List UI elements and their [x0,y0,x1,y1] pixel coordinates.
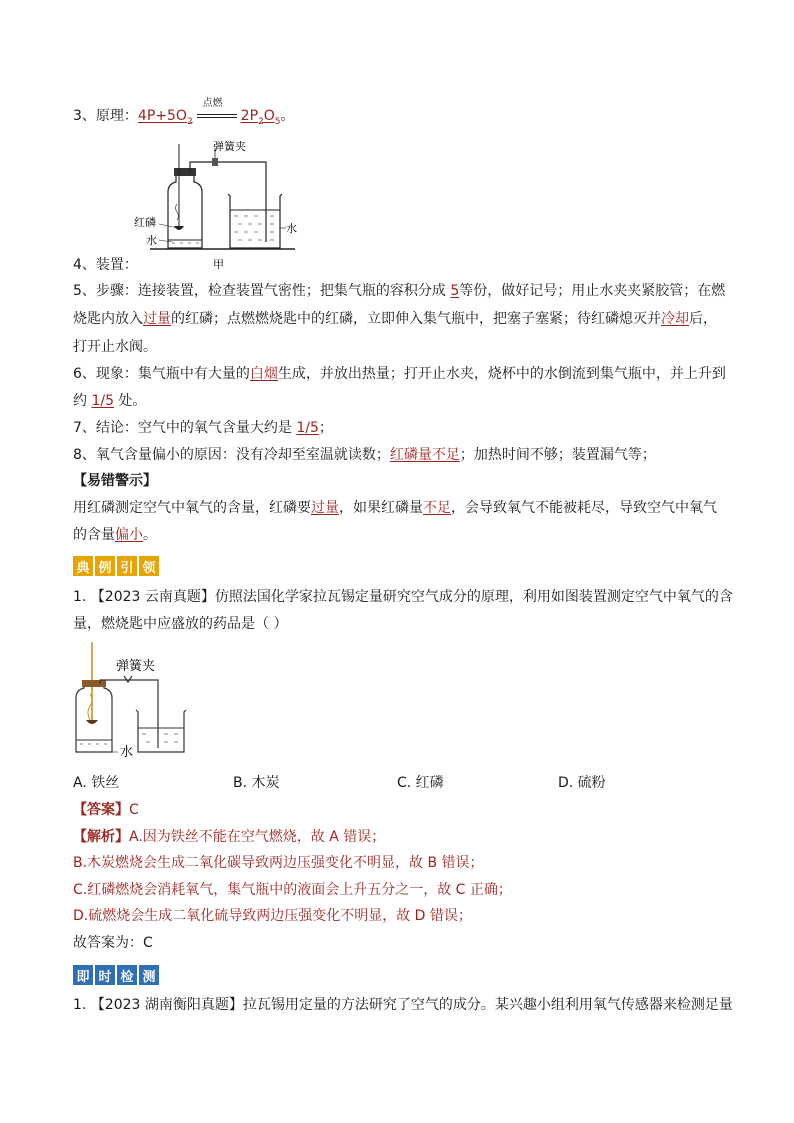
option-d: D. 硫粉 [558,775,606,791]
question-1-line-1: 1. 【2023 云南真题】仿照法国化学家拉瓦锡定量研究空气成分的原理，利用如图装置测定空气中氧气的含 [73,589,733,605]
reaction-arrow: 点燃 [197,108,237,124]
steps-line-2: 烧匙内放入过量的红磷；点燃燃烧匙中的红磷，立即伸入集气瓶中，把塞子塞紧；待红磷熄灭并冷却后， [73,311,717,327]
badge-char: 测 [139,965,159,985]
steps-line-3: 打开止水阀。 [73,339,157,355]
section-badge-examples [73,556,159,576]
analysis-line-1: 【解析】A.因为铁丝不能在空气燃烧，故 A 错误； [73,829,386,845]
badge-char: 即 [73,965,93,985]
badge-char: 时 [95,965,115,985]
option-a: A. 铁丝 [73,775,120,791]
phenomenon-line-2: 约 1/5 处。 [73,393,147,409]
option-c: C. 红磷 [397,775,444,791]
apparatus-diagram-2 [70,640,200,765]
question-1-line-2: 量，燃烧匙中应盛放的药品是（ ） [73,616,288,632]
steps-line-1: 5、步骤：连接装置，检查装置气密性；把集气瓶的容积分成 5等份，做好记号；用止水夹夹紧胶管；在燃 [73,283,726,299]
badge-char: 引 [117,556,137,576]
phenomenon-line-1: 6、现象：集气瓶中有大量的白烟生成，并放出热量；打开止水夹，烧杯中的水倒流到集气瓶中，并上升到 [73,366,726,382]
apparatus-diagram-1 [130,134,300,270]
apparatus-line: 4、装置： [73,257,138,273]
fig2-clamp-label: 弹簧夹 [116,659,156,674]
principle-line: 3、原理：$4P+5O_2$ 点燃 $2P_2O_5$。 [73,98,295,127]
warning-title: 【易错警示】 [73,473,157,489]
reaction-product: $2P_2O_5$ [240,108,281,127]
answer-line: 【答案】C [73,802,139,818]
warning-line-1: 用红磷测定空气中氧气的含量，红磷要过量，如果红磷量不足，会导致氧气不能被耗尽，导致空气中氧气 [73,500,717,516]
reaction-equation: $4P+5O_2$ [137,108,193,127]
badge-char: 领 [139,556,159,576]
analysis-line-2: B.木炭燃烧会生成二氧化碳导致两边压强变化不明显，故 B 错误； [73,855,484,871]
fig2-water-label: 水 [120,745,134,760]
badge-char: 检 [117,965,137,985]
reasons-line: 8、氧气含量偏小的原因：没有冷却至室温就读数；红磷量不足；加热时间不够；装置漏气等； [73,447,656,463]
section-badge-check [73,965,159,985]
warning-line-2: 的含量偏小。 [73,527,157,543]
principle-label: 3、原理： [73,108,138,124]
fig1-water-right-label: 水 [286,222,297,235]
fig1-phosphorus-label: 红磷 [134,216,156,229]
question-2-line-1: 1. 【2023 湖南衡阳真题】拉瓦锡用定量的方法研究了空气的成分。某兴趣小组利用氧气传感器来检测足量 [73,997,733,1013]
analysis-line-3: C.红磷燃烧会消耗氧气，集气瓶中的液面会上升五分之一，故 C 正确； [73,882,512,898]
analysis-line-4: D.硫燃烧会生成二氧化硫导致两边压强变化不明显，故 D 错误； [73,908,472,924]
fig1-water-left-label: 水 [146,234,157,247]
option-b: B. 木炭 [233,775,280,791]
conclusion-line: 7、结论：空气中的氧气含量大约是 1/5； [73,420,333,436]
fig1-caption: 甲 [213,258,224,270]
badge-char: 例 [95,556,115,576]
fig1-clamp-label: 弹簧夹 [213,140,246,153]
analysis-final: 故答案为：C [73,935,153,951]
badge-char: 典 [73,556,93,576]
